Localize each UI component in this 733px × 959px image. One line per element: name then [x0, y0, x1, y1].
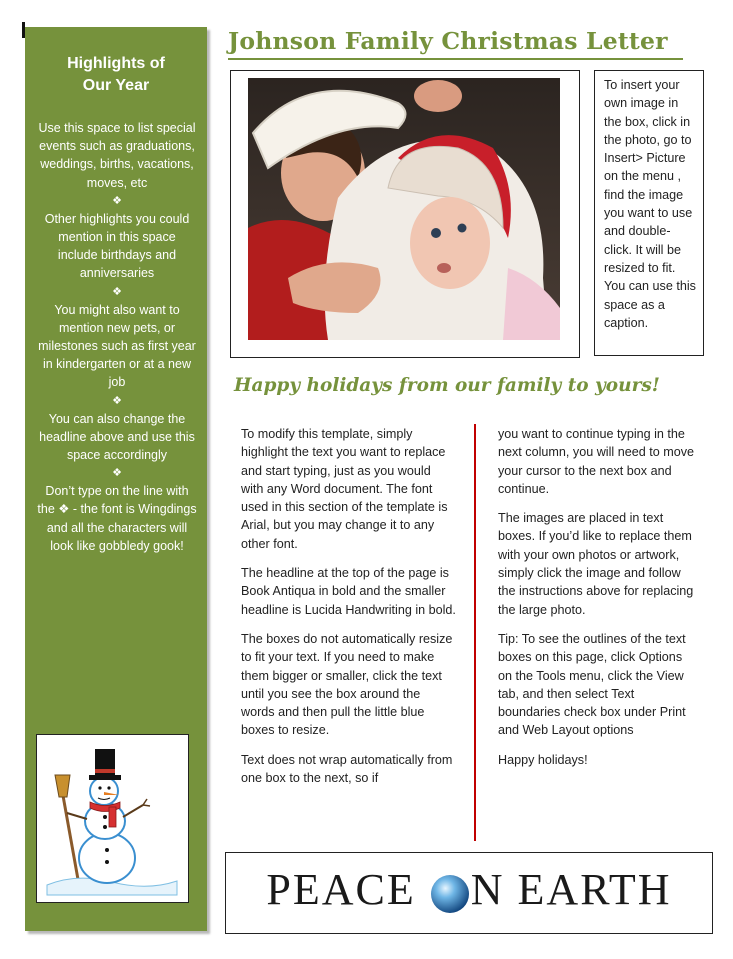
subheadline[interactable]: Happy holidays from our family to yours! — [234, 375, 660, 396]
sidebar-paragraph[interactable]: Use this space to list special events such as graduations, weddings, births, vacations, moves, etc — [38, 121, 196, 190]
column-divider — [474, 424, 476, 841]
peace-banner-text — [236, 860, 702, 920]
page-title[interactable]: Johnson Family Christmas Letter — [228, 27, 668, 55]
family-photo[interactable] — [248, 78, 560, 340]
separator-icon: ❖ — [112, 394, 122, 407]
body-paragraph[interactable]: The images are placed in text boxes. If you’d like to replace them with your own photos or artwork, simply click the image and follow the instructions above for replacing the large photo. — [498, 511, 694, 617]
body-paragraph[interactable]: Tip: To see the outlines of the text boxes on this page, click Options on the Tools menu, click the View tab, and then select Text boundaries check box under Print and Web Layout options — [498, 631, 686, 738]
photo-caption[interactable]: To insert your own image in the box, click in the photo, go to Insert> Picture on the menu , find the image you want to use and double-click. It will be resized to fit. You can use this space as a caption. — [594, 70, 704, 356]
banner-word-peace: PEACE — [266, 865, 416, 914]
sidebar-paragraph[interactable]: You might also want to mention new pets, or milestones such as first year in kindergarten or at a new job — [38, 302, 196, 390]
separator-icon: ❖ — [112, 194, 122, 207]
snowman-clipart[interactable] — [37, 735, 188, 902]
title-underline — [228, 58, 683, 60]
body-paragraph[interactable]: The headline at the top of the page is Book Antiqua in bold and the smaller headline is Lucida Handwriting in bold. — [241, 566, 456, 617]
sidebar-title: Highlights of Our Year — [67, 55, 165, 94]
body-paragraph[interactable]: The boxes do not automatically resize to fit your text. If you need to make them bigger or smaller, click the text until you see the box around the words and then pull the little blue boxes to resize. — [241, 631, 453, 738]
sidebar-body[interactable] — [37, 119, 197, 555]
highlights-sidebar[interactable] — [25, 27, 207, 931]
body-column-right[interactable] — [498, 425, 698, 780]
sidebar-paragraph[interactable]: Other highlights you could mention in this space include birthdays and anniversaries — [44, 211, 190, 281]
sidebar-paragraph[interactable]: Don’t type on the line with the ❖ - the font is Wingdings and all the characters will look like gobbledy gook! — [37, 484, 197, 553]
sidebar-paragraph[interactable]: You can also change the headline above and use this space accordingly — [39, 411, 195, 463]
globe-icon — [429, 873, 471, 915]
body-paragraph[interactable]: To modify this template, simply highlight the text you want to replace and start typing, just as you would with any Word document. The font used in this section of the template is Arial, but you may change it to any other font. — [241, 427, 448, 551]
separator-icon: ❖ — [112, 467, 122, 480]
body-paragraph[interactable]: you want to continue typing in the next column, you will need to move your cursor to the next box and continue. — [498, 427, 695, 496]
banner-word-on-earth: N EARTH — [470, 865, 672, 914]
snowman-image-box[interactable] — [36, 734, 189, 903]
separator-icon: ❖ — [112, 285, 122, 298]
photo-frame[interactable] — [230, 70, 580, 358]
body-paragraph[interactable]: Text does not wrap automatically from one box to the next, so if — [241, 752, 453, 786]
body-column-left[interactable] — [241, 425, 456, 835]
peace-banner[interactable] — [225, 852, 713, 934]
body-paragraph[interactable]: Happy holidays! — [498, 752, 588, 767]
